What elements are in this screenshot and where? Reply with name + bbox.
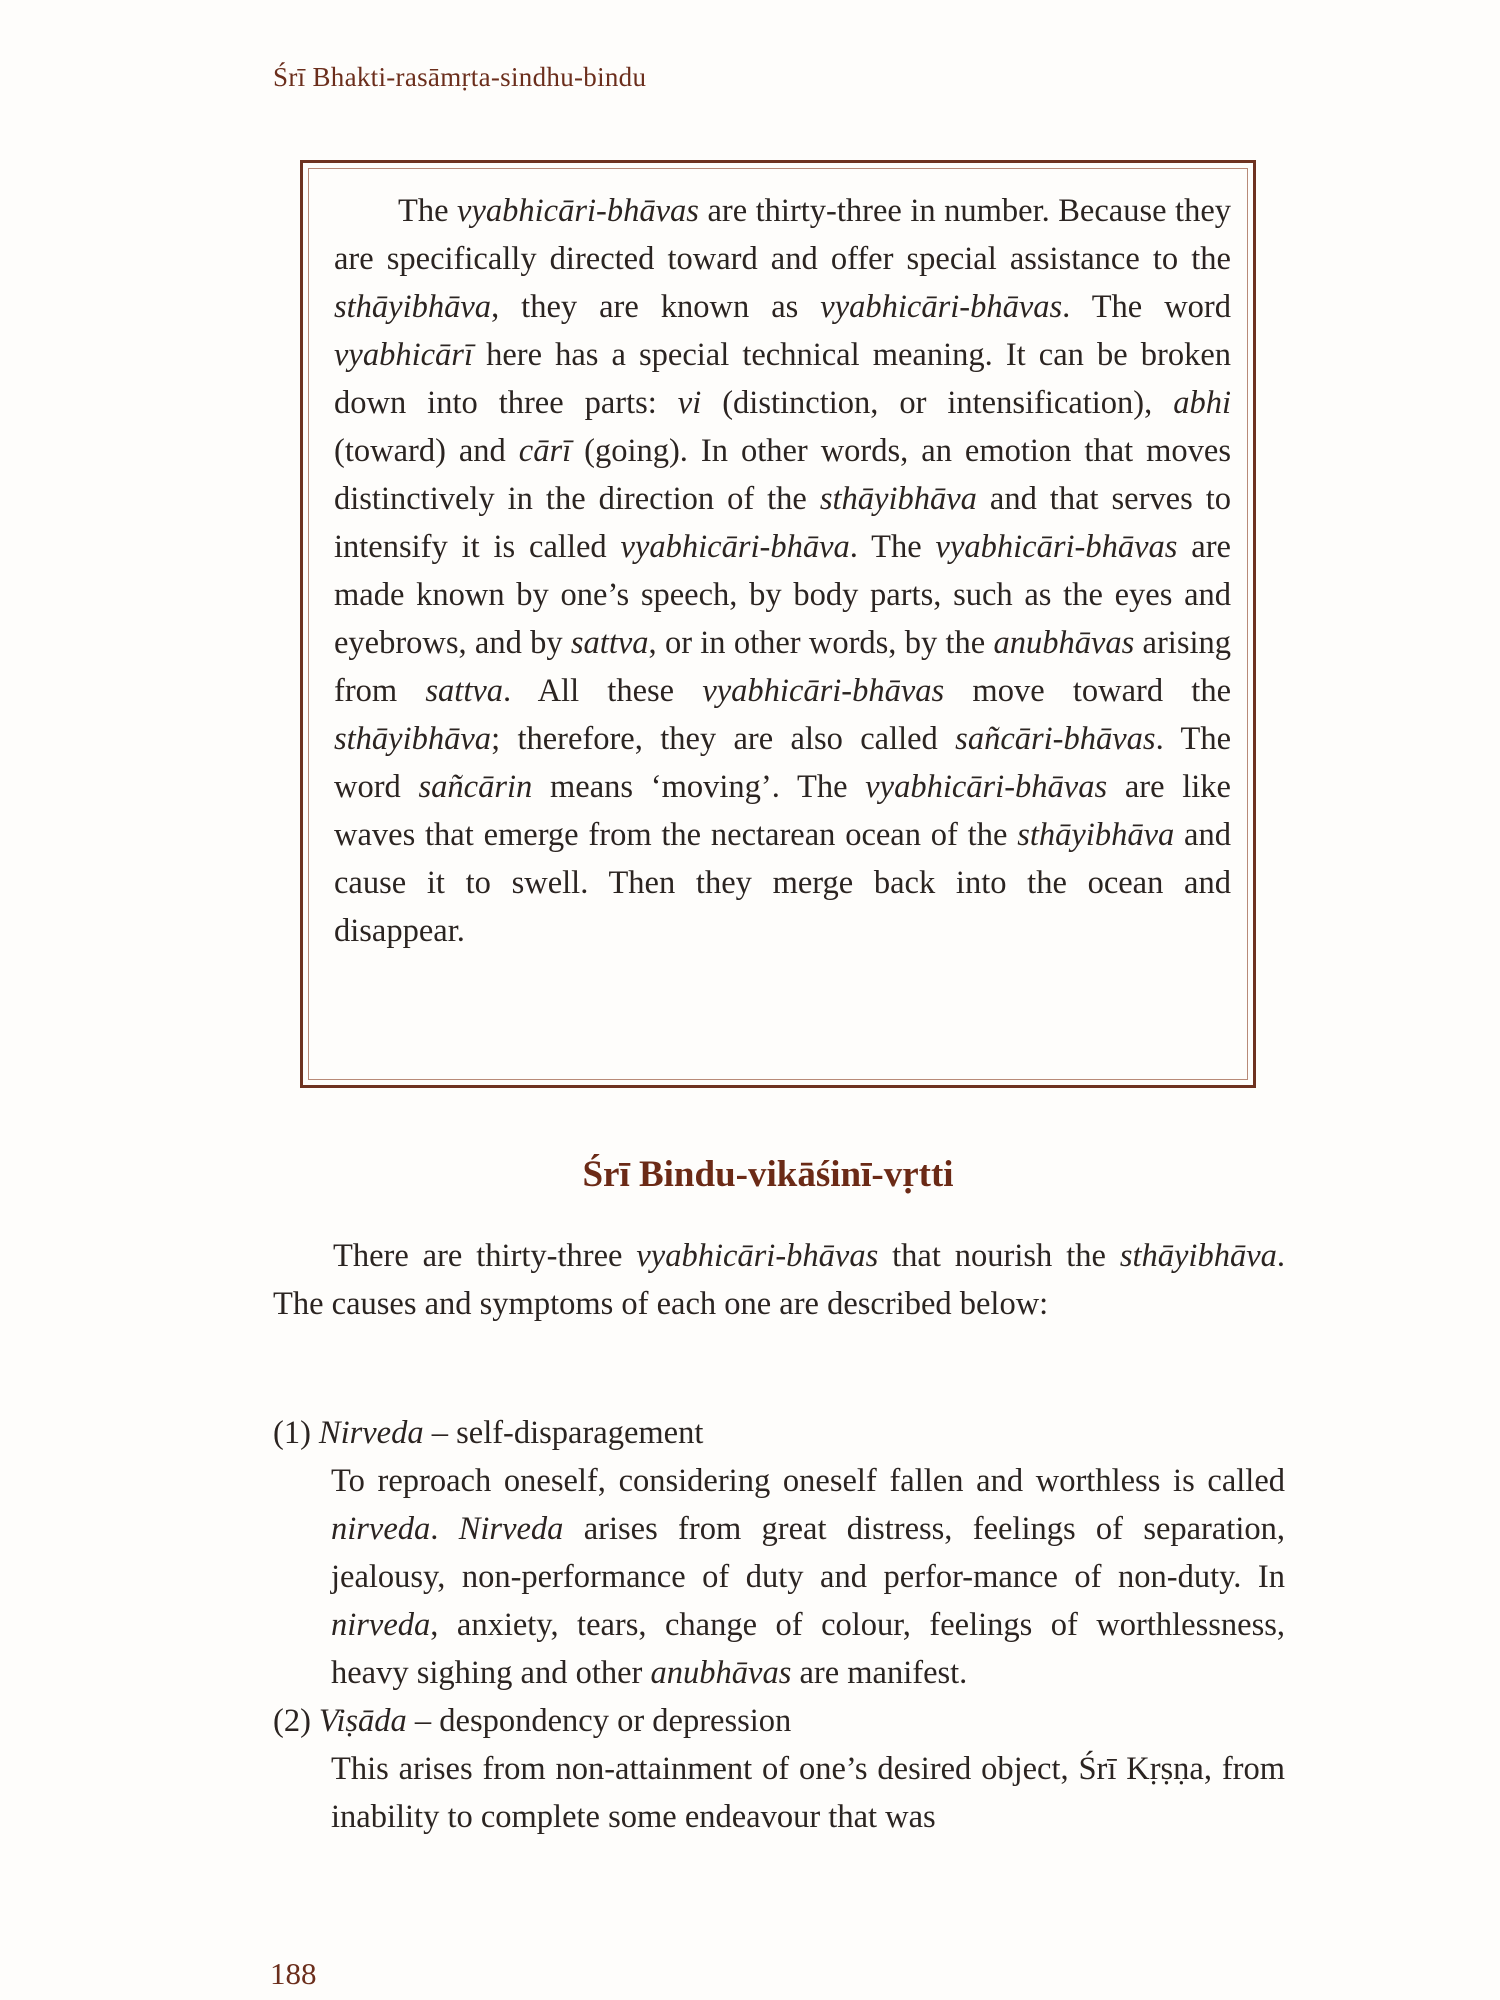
italic-term: sthāyibhāva bbox=[1119, 1238, 1277, 1274]
italic-term: sañcārin bbox=[418, 769, 533, 805]
italic-term: abhi bbox=[1173, 385, 1231, 421]
italic-term: sattva bbox=[570, 625, 649, 661]
italic-term: sattva bbox=[425, 673, 504, 709]
list-item bbox=[273, 1409, 1285, 1697]
italic-term: anubhāvas bbox=[993, 625, 1135, 661]
list-item bbox=[273, 1697, 1285, 1841]
running-head: Śrī Bhakti-rasāmṛta-sindhu-bindu bbox=[273, 62, 647, 92]
italic-term: vyabhicāri-bhāvas bbox=[820, 289, 1063, 325]
italic-term: vyabhicāri-bhāvas bbox=[865, 769, 1108, 805]
list-item-heading: Viṣāda – despondency or depression bbox=[318, 1703, 792, 1739]
italic-term: sthāyibhāva bbox=[819, 481, 977, 517]
italic-term: vyabhicāri-bhāva bbox=[620, 529, 850, 565]
italic-term: vyabhicāri-bhāvas bbox=[457, 193, 699, 229]
italic-term: sañcāri-bhāvas bbox=[955, 721, 1156, 757]
italic-term: anubhāvas bbox=[650, 1655, 792, 1691]
italic-term: sthāyibhāva bbox=[1017, 817, 1175, 853]
boxed-paragraph bbox=[334, 187, 1231, 955]
intro-paragraph: There are thirty-three vyabhicāri-bhāvas that nourish the sthāyibhāva. The causes and symptoms of each one are described below: bbox=[273, 1238, 1285, 1322]
list-item-number: (1) bbox=[273, 1415, 311, 1451]
italic-term: cārī bbox=[518, 433, 572, 469]
italic-term: Nirveda bbox=[458, 1511, 564, 1547]
italic-term: nirveda bbox=[331, 1511, 431, 1547]
list-item-number: (2) bbox=[273, 1703, 311, 1739]
italic-term: vyabhicāri-bhāvas bbox=[702, 673, 945, 709]
page-number: 188 bbox=[270, 1956, 317, 1991]
list-item-body: To reproach oneself, considering oneself fallen and worthless is called nirveda. Nirveda arises from great distress, feelings of separation, jealousy, non-performance of duty and perfor-mance of non-duty. In nirveda, anxiety, tears, change of colour, feelings of worthlessness, heavy sighing and other anubhāvas are manifest. bbox=[331, 1463, 1285, 1691]
italic-term: vyabhicāri-bhāvas bbox=[636, 1238, 879, 1274]
italic-term: vi bbox=[677, 385, 702, 421]
italic-term: vyabhicārī bbox=[334, 337, 473, 373]
italic-term: sthāyibhāva bbox=[334, 289, 492, 325]
boxed-paragraph-text: The vyabhicāri-bhāvas are thirty-three in number. Because they are specifically directed toward and offer special assistance to the sthāyibhāva, they are known as vyabhicāri-bhāvas. The word vyabhicārī here has a special technical meaning. It can be broken down into three parts: vi (distinction, or intensification), abhi (toward) and cārī (going). In other words, an emotion that moves distinctively in the direction of the sthāyibhāva and that serves to intensify it is called vyabhicāri-bhāva. The vyabhicāri-bhāvas are made known by one’s speech, by body parts, such as the eyes and eyebrows, and by sattva, or in other words, by the anubhāvas arising from sattva. All these vyabhicāri-bhāvas move toward the sthāyibhāva; therefore, they are also called sañcāri-bhāvas. The word sañcārin means ‘moving’. The vyabhicāri-bhāvas are like waves that emerge from the nectarean ocean of the sthāyibhāva and cause it to swell. Then they merge back into the ocean and disappear. bbox=[334, 193, 1232, 949]
bhava-list bbox=[273, 1409, 1285, 1841]
list-item-title bbox=[273, 1409, 1285, 1457]
italic-term: sthāyibhāva bbox=[334, 721, 492, 757]
italic-term: vyabhicāri-bhāvas bbox=[935, 529, 1178, 565]
list-item-body: This arises from non-attainment of one’s desired object, Śrī Kṛṣṇa, from inability to complete some endeavour that was bbox=[331, 1751, 1285, 1835]
italic-term: Nirveda bbox=[318, 1415, 424, 1451]
italic-term: nirveda bbox=[331, 1607, 431, 1643]
section-heading: Śrī Bindu-vikāśinī-vṛtti bbox=[582, 1154, 954, 1195]
list-item-heading: Nirveda – self-disparagement bbox=[318, 1415, 704, 1451]
italic-term: Viṣāda bbox=[318, 1703, 407, 1739]
list-item-title bbox=[273, 1697, 1285, 1745]
